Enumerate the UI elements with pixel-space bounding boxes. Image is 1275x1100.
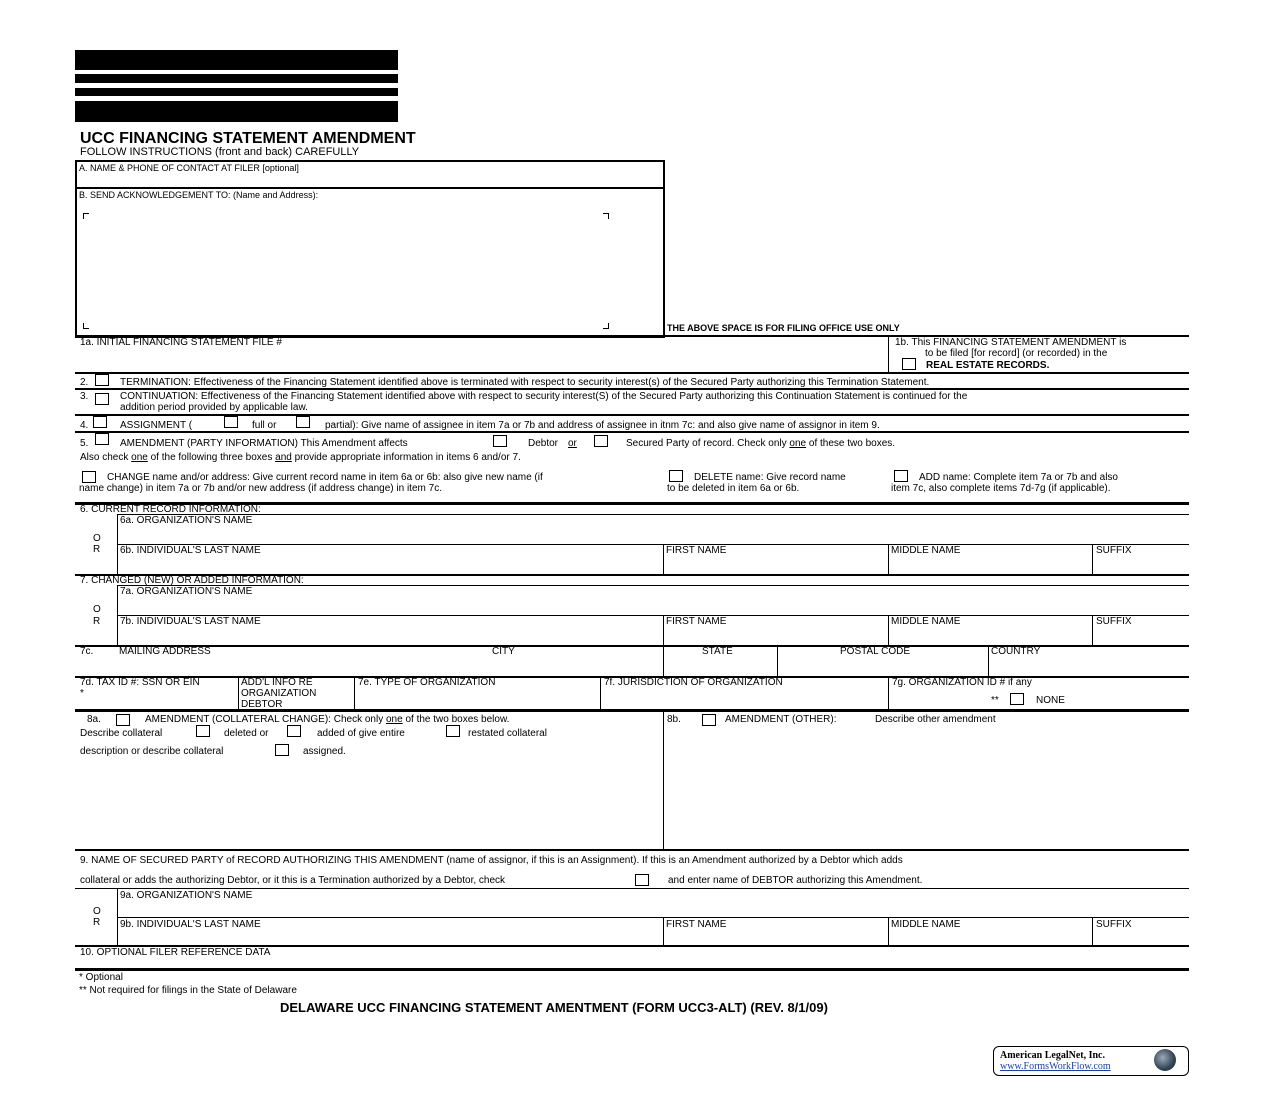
item-7c-city: CITY	[492, 646, 515, 657]
footnote-not-required: ** Not required for filings in the State of Delaware	[79, 985, 297, 996]
item-7-addl2: ORGANIZATION	[241, 688, 317, 699]
item-8a-added: added of give entire	[317, 728, 405, 739]
item-6-title: 6. CURRENT RECORD INFORMATION:	[80, 504, 261, 515]
item-1b-line2: to be filed [for record] (or recorded) in the	[925, 348, 1108, 359]
item-5-change2: name change) in item 7a or 7b and/or new address (if address change) in item 7c.	[79, 483, 442, 494]
item-7-addl3: DEBTOR	[241, 699, 283, 710]
item-7c-postal: POSTAL CODE	[840, 646, 911, 657]
item-9-r: R	[93, 917, 101, 928]
change-name-checkbox[interactable]	[82, 471, 96, 483]
item-5-c: Secured Party of record. Check only one of these two boxes.	[626, 438, 896, 449]
item-2-text: TERMINATION: Effectiveness of the Financing Statement identified above is terminated with respect to security interest(s) of the Secured Party authorizing this Termination Statement.	[120, 377, 930, 388]
item-7d-star: *	[80, 688, 84, 699]
item-8a-restated: restated collateral	[468, 728, 547, 739]
item-8a-deleted: deleted or	[224, 728, 269, 739]
item-8a-text: AMENDMENT (COLLATERAL CHANGE): Check only one of the two boxes below.	[145, 714, 510, 725]
item-1b-line3: REAL ESTATE RECORDS.	[926, 360, 1050, 371]
item-7c-num: 7c.	[80, 646, 94, 657]
item-4-a: ASSIGNMENT (	[120, 420, 193, 431]
item-7g-star: **	[991, 695, 999, 706]
item-7-suffix: SUFFIX	[1096, 616, 1132, 627]
item-5-change1: CHANGE name and/or address: Give current record name in item 6a or 6b: also give new name (if	[107, 472, 543, 483]
header-bar-top	[75, 50, 398, 70]
box-b-label: B. SEND ACKNOWLEDGEMENT TO: (Name and Address):	[79, 190, 319, 200]
assignment-full-checkbox[interactable]	[224, 416, 238, 428]
item-5-add1: ADD name: Complete item 7a or 7b and also	[919, 472, 1118, 483]
item-5-or: or	[568, 438, 577, 449]
american-legalnet-logo	[993, 1046, 1189, 1076]
collateral-assigned-checkbox[interactable]	[275, 744, 289, 756]
collateral-restated-checkbox[interactable]	[446, 725, 460, 737]
item-8a-describe: Describe collateral	[80, 728, 163, 739]
logo-company: American LegalNet, Inc.	[1000, 1050, 1105, 1061]
item-9-o: O	[93, 906, 101, 917]
termination-checkbox[interactable]	[95, 374, 109, 386]
item-9-line1: 9. NAME OF SECURED PARTY of RECORD AUTHORIZING THIS AMENDMENT (name of assignor, if this is an Assignment). If this is an Amendment authorized by a Debtor which adds	[80, 855, 903, 866]
item-4-c: partial): Give name of assignee in item 7a or 7b and address of assignee in itnm 7c: and also give name of assignor in item 9.	[325, 420, 880, 431]
item-9-line2b: and enter name of DEBTOR authorizing this Amendment.	[668, 875, 923, 886]
item-4-b: full or	[252, 420, 277, 431]
assignment-partial-checkbox[interactable]	[296, 416, 310, 428]
corner-mark	[603, 213, 609, 219]
item-3-num: 3.	[80, 391, 89, 402]
affects-secured-party-checkbox[interactable]	[594, 435, 608, 447]
item-8b-text2: Describe other amendment	[875, 714, 996, 725]
item-9b-label: 9b. INDIVIDUAL'S LAST NAME	[120, 919, 261, 930]
item-7g-label: 7g. ORGANIZATION ID # if any	[892, 677, 1032, 688]
page-title: UCC FINANCING STATEMENT AMENDMENT	[80, 130, 416, 147]
header-bar-thin	[75, 88, 398, 96]
header-bar-bottom	[75, 101, 398, 122]
item-7c-mailing: MAILING ADDRESS	[119, 646, 211, 657]
item-9a-label: 9a. ORGANIZATION'S NAME	[120, 890, 253, 901]
assignment-checkbox[interactable]	[93, 416, 107, 428]
amendment-other-checkbox[interactable]	[702, 714, 716, 726]
corner-mark	[83, 213, 89, 219]
item-7c-state: STATE	[702, 646, 733, 657]
item-7-addl1: ADD'L INFO RE	[241, 677, 313, 688]
header-bar-middle	[75, 74, 398, 83]
item-7g-none: NONE	[1036, 695, 1065, 706]
item-9-line2a: collateral or adds the authorizing Debtor, or it this is a Termination authorized by a Debtor, check	[80, 875, 506, 886]
item-4-num: 4.	[80, 420, 89, 431]
item-6-r: R	[93, 544, 101, 555]
item-3-line1: CONTINUATION: Effectiveness of the Financing Statement identified above with respect to security interest(S) of the Secured Party authorizing this Continuation Statement is continued for the	[120, 391, 968, 402]
item-3-line2: addition period provided by applicable law.	[120, 402, 308, 413]
item-6-o: O	[93, 533, 101, 544]
collateral-added-checkbox[interactable]	[287, 725, 301, 737]
org-id-none-checkbox[interactable]	[1010, 693, 1024, 705]
item-10-label: 10. OPTIONAL FILER REFERENCE DATA	[80, 947, 271, 958]
item-8a-num: 8a.	[87, 714, 101, 725]
item-7c-country: COUNTRY	[991, 646, 1041, 657]
item-5-add2: item 7c, also complete items 7d-7g (if applicable).	[891, 483, 1111, 494]
item-6-first: FIRST NAME	[666, 545, 727, 556]
form-title: DELAWARE UCC FINANCING STATEMENT AMENTMENT (FORM UCC3-ALT) (REV. 8/1/09)	[280, 1000, 828, 1015]
real-estate-checkbox[interactable]	[902, 358, 916, 370]
item-6b-label: 6b. INDIVIDUAL'S LAST NAME	[120, 545, 261, 556]
item-7d-label: 7d. TAX ID #: SSN OR EIN	[80, 677, 200, 688]
collateral-change-checkbox[interactable]	[116, 714, 130, 726]
globe-icon	[1154, 1049, 1176, 1071]
collateral-deleted-checkbox[interactable]	[196, 725, 210, 737]
item-9-first: FIRST NAME	[666, 919, 727, 930]
amendment-party-checkbox[interactable]	[95, 433, 109, 445]
debtor-authorizing-checkbox[interactable]	[635, 874, 649, 886]
item-7-r: R	[93, 616, 101, 627]
item-1a-label: 1a. INITIAL FINANCING STATEMENT FILE #	[80, 337, 282, 348]
item-5-num: 5.	[80, 438, 89, 449]
item-8a-assigned: assigned.	[303, 746, 346, 757]
item-7-o: O	[93, 604, 101, 615]
box-a-label: A. NAME & PHONE OF CONTACT AT FILER [optional]	[79, 163, 299, 173]
corner-mark	[83, 323, 89, 329]
item-6-suffix: SUFFIX	[1096, 545, 1132, 556]
item-8b-num: 8b.	[667, 714, 681, 725]
item-7-first: FIRST NAME	[666, 616, 727, 627]
item-5-b: Debtor	[528, 438, 559, 449]
corner-mark	[603, 323, 609, 329]
item-7a-label: 7a. ORGANIZATION'S NAME	[120, 586, 253, 597]
item-7e-label: 7e. TYPE OF ORGANIZATION	[358, 677, 496, 688]
item-8b-text: AMENDMENT (OTHER):	[725, 714, 837, 725]
item-7f-label: 7f. JURISDICTION OF ORGANIZATION	[604, 677, 783, 688]
add-name-checkbox[interactable]	[894, 470, 908, 482]
item-5-also: Also check one of the following three boxes and provide appropriate information in items 6 and/or 7.	[80, 452, 521, 463]
continuation-checkbox[interactable]	[95, 393, 109, 405]
footnote-optional: * Optional	[79, 972, 123, 983]
delete-name-checkbox[interactable]	[669, 470, 683, 482]
item-8a-desc2: description or describe collateral	[80, 746, 224, 757]
item-5-delete2: to be deleted in item 6a or 6b.	[667, 483, 800, 494]
page-subtitle: FOLLOW INSTRUCTIONS (front and back) CAREFULLY	[80, 146, 360, 158]
item-6a-label: 6a. ORGANIZATION'S NAME	[120, 515, 253, 526]
item-9-middle: MIDDLE NAME	[891, 919, 961, 930]
filing-office-note: THE ABOVE SPACE IS FOR FILING OFFICE USE ONLY	[667, 323, 900, 333]
item-7b-label: 7b. INDIVIDUAL'S LAST NAME	[120, 616, 261, 627]
item-2-num: 2.	[80, 377, 89, 388]
item-7-middle: MIDDLE NAME	[891, 616, 961, 627]
affects-debtor-checkbox[interactable]	[493, 435, 507, 447]
item-6-middle: MIDDLE NAME	[891, 545, 961, 556]
item-7-title: 7. CHANGED (NEW) OR ADDED INFORMATION:	[80, 575, 304, 586]
item-5-a: AMENDMENT (PARTY INFORMATION) This Amendment affects	[120, 438, 408, 449]
box-b[interactable]	[75, 187, 665, 338]
item-9-suffix: SUFFIX	[1096, 919, 1132, 930]
item-5-delete1: DELETE name: Give record name	[694, 472, 846, 483]
logo-url: www.FormsWorkFlow.com	[1000, 1061, 1111, 1072]
item-1b-line1: 1b. This FINANCING STATEMENT AMENDMENT is	[895, 337, 1127, 348]
